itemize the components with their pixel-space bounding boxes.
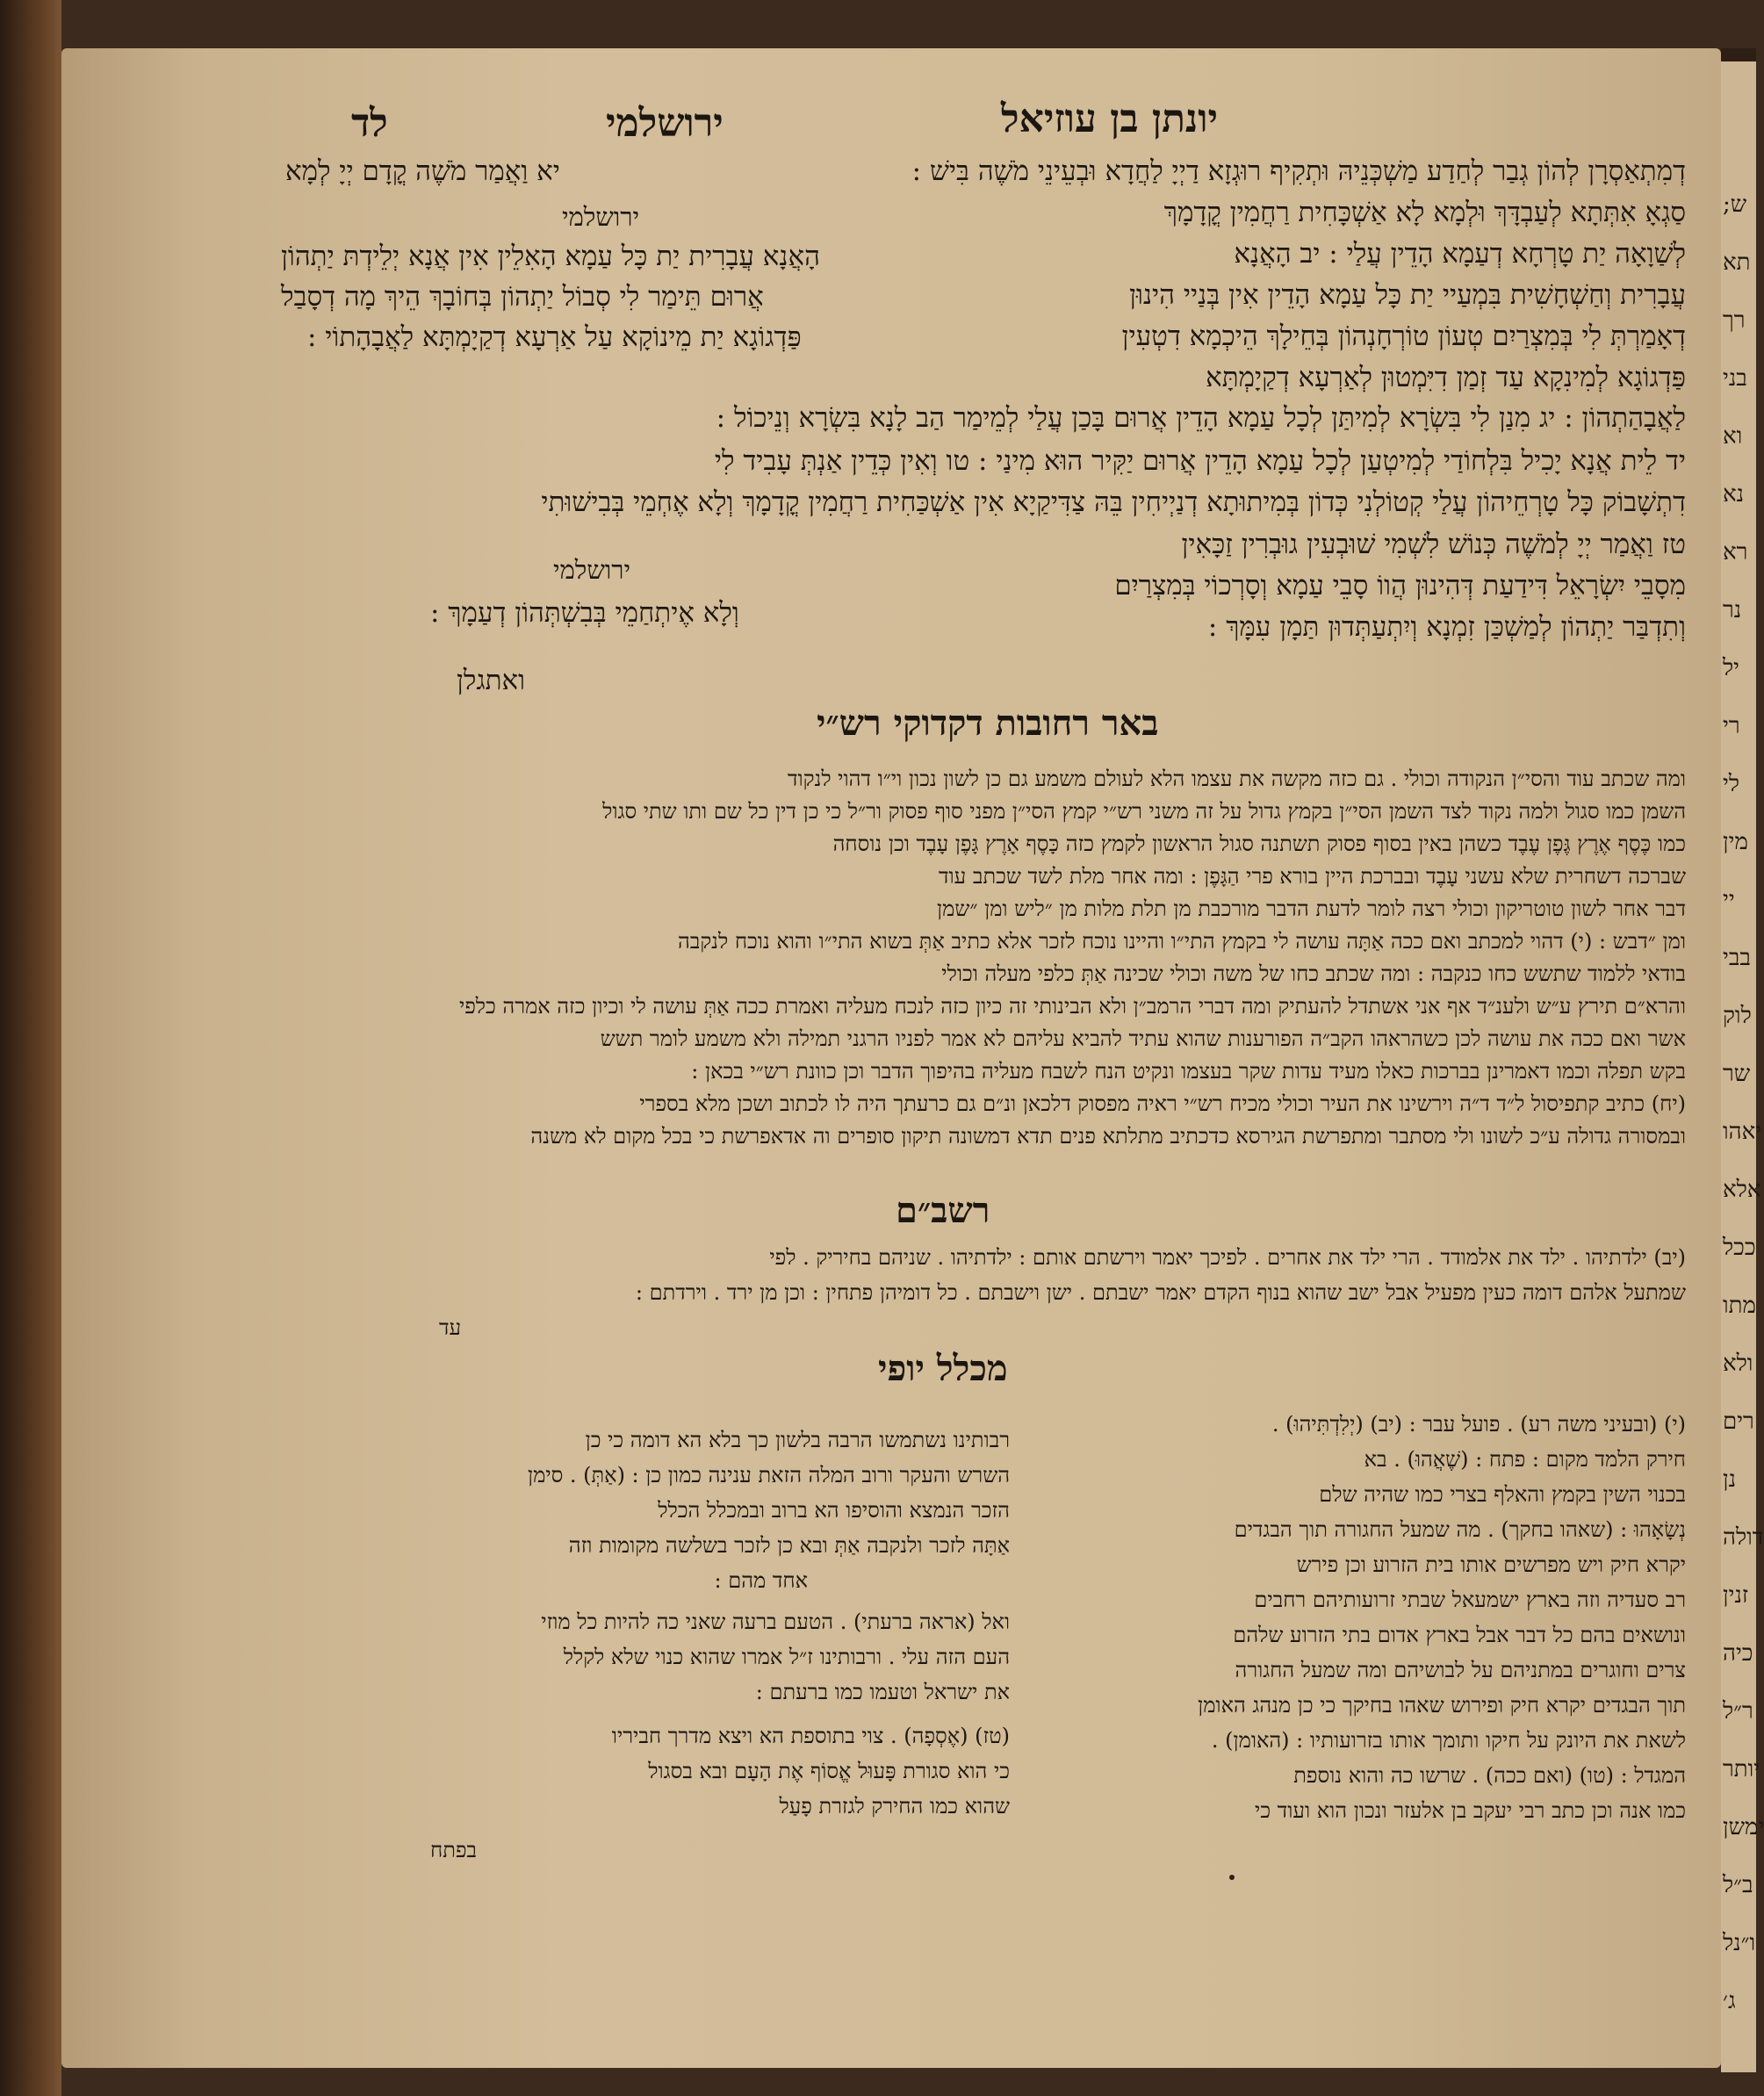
- next-page-fragment: ב״ל: [1723, 1872, 1753, 1898]
- next-page-fragment: מתו: [1723, 1293, 1756, 1319]
- targum-line-12: וְתִדְבַּר יַתְהוֹן לְמַשְׁכַּן זִמְנָא וְיִתְעַתְּדוּן תַּמָן עִמָּךְ :: [1207, 611, 1686, 643]
- targum-left-top: יא וַאֲמַר מֹשֶׁה קֳדָם יְיָ לְמָא: [285, 155, 560, 187]
- beer-line-11: (יח) כתיב קתפיסול ל״ד ד״ה וירשינו את העיר וכולי מכיח רש״י ראיה מפסוק דלכאן ונ״ם גם כרעתך היה לו לכתוב ושכן מלא בספרי: [639, 1091, 1686, 1116]
- michlal-right-10: לשאת את היונק על חיקו ותומך אותו בזרועותיו : (האומן) .: [1211, 1728, 1686, 1753]
- michlal-left-1: רבותינו נשתמשו הרבה בלשון כך בלא הא דומה כי כן: [585, 1428, 1010, 1452]
- michlal-right-9: תוך הבגדים יקרא חיק ופירוש שאהו בחיקך כי כן מנהג האומן: [1198, 1693, 1686, 1718]
- rashbam-line-2: שמתעל אלהם דומה כעין מפעיל אבל ישב שהוא בנוף הקדם יאמר ישבתם . ישן וישבתם . כל דומיהן פתחין : וכן מן ירד . וירדתם :: [635, 1280, 1686, 1305]
- michlal-right-11: המגדל : (טו) (ואם ככה) . שרשו כה והוא נוספת: [1293, 1763, 1686, 1788]
- michlal-left-3: הזכר הנמצא והוסיפו הא ברוב ובמכלל הכלל: [658, 1498, 1010, 1523]
- michlal-right-6: רב סעדיה וזה בארץ ישמעאל שבתי זרועותיהם רחבים: [1254, 1588, 1686, 1612]
- michlal-left-8: את ישראל וטעמו כמו ברעתם :: [755, 1680, 1010, 1704]
- next-page-fragment: ו״נל: [1723, 1930, 1756, 1956]
- next-page-fragment: בני: [1723, 365, 1747, 392]
- next-page-fragment: אלא: [1723, 1177, 1761, 1203]
- next-page-fragment: מין: [1723, 829, 1748, 855]
- beer-line-8: והרא״ם תירץ ע״ש ולענ״ד אף אני אשתדל להעתיק ומה דברי הרמב״ן ולא הבינותי זה כיון כזה לנכח מעליה ואמרת ככה אַתְּ עושה לי וכיון כזה אמרה כלפי: [458, 994, 1686, 1019]
- yerushalmi-label-1: ירושלמי: [562, 202, 640, 232]
- beer-title: באר רחובות דקדוקי רש״י: [817, 702, 1159, 744]
- michlal-right-5: יקרא חיק ויש מפרשים אותו בית הזרוע וכן פירש: [1296, 1552, 1686, 1577]
- beer-line-9: אשר ואם ככה את עושה לכן כשהראהו הקב״ה הפורענות שהוא עתיד להביא עליהם לא אמר לפניו הרגני תמילה ולא משמע לומר תשש: [600, 1026, 1686, 1051]
- next-page-fragment: זנין: [1723, 1582, 1749, 1609]
- michlal-title: מכלל יופי: [878, 1348, 1008, 1389]
- next-page-fragment: רי: [1723, 713, 1740, 739]
- michlal-right-4: נְשָׂאָהוּ : (שאהו בחקך) . מה שמעל החגורה תוך הבגדים: [1234, 1517, 1686, 1542]
- page-number: לד: [351, 101, 388, 146]
- yerushalmi-line-4: וְלָא אֶיתְחַמֵי בְּבִשְׁתְּהוֹן דְעַמָךְ :: [430, 597, 739, 629]
- beer-line-4: שברכה דשחרית שלא עשני עָבֶד ובברכת היין בורא פרי הַגָּפֶן : ומה אחר מלת לשד שכתב עוד: [939, 864, 1686, 889]
- next-page-fragment: נן: [1723, 1466, 1737, 1493]
- beer-line-7: בודאי ללמוד שתשש כחו כנקבה : ומה שכתב כחו של משה וכולי שכינה אַתְּ כלפי מעלה וכולי: [941, 962, 1686, 986]
- beer-line-1: ומה שכתב עוד והסי״ן הנקודה וכולי . גם כזה מקשה את עצמו הלא לעולם משמע גם כן לשון נכון וי״ו דהוי לנקוד: [787, 767, 1686, 791]
- next-page-fragment: יותר: [1723, 1756, 1760, 1783]
- next-page-fragment: יאהו: [1723, 1119, 1762, 1145]
- rashbam-catchword: עד: [439, 1315, 462, 1340]
- yerushalmi-label-2: ירושלמי: [553, 555, 631, 585]
- rashbam-line-1: (יב) ילדתיהו . ילד את אלמודד . הרי ילד את אחרים . לפיכך יאמר וירשתם אותם : ילדתיהו . שניהם בחיריק . לפי: [769, 1245, 1686, 1270]
- header-title: יונתן בן עוזיאל: [1001, 97, 1219, 141]
- targum-catchword: ואתגלן: [457, 665, 526, 696]
- next-page-fragment: רך: [1723, 307, 1746, 334]
- michlal-left-5: אחד מהם :: [714, 1568, 808, 1593]
- next-page-fragment: נר: [1723, 597, 1742, 623]
- targum-line-2: סַגְאָ אִתְּתָא לְעַבְדָּךְ וּלְמָא לָא אַשְׁכָּחִית רַחֲמִין קֳדָמָךְ: [1163, 197, 1686, 228]
- michlal-catchword: בפתח: [430, 1838, 477, 1862]
- next-page-fragment: ככל: [1723, 1235, 1756, 1261]
- beer-line-10: בקש תפלה וכמו דאמרינן בברכות כאלו מעיד עדות שקר בעצמו ונקיט הנח לשבח מעליה בהיפוך הדבר וכן כוונת רש״י בכאן :: [691, 1059, 1686, 1084]
- targum-line-9: דִתְשָׁבוֹק כָּל טָרְחֵיהוֹן עֲלַי קְטוֹלְנִי כְּדוֹן בְּמִיתוּתָא דְנַיְיחִין בֵּהּ צַדִּיקַיָא אִין אַשְׁכַּחִית רַחֲמִין קֳדָמָךְ וְלָא אֶחְמֵי בְּבִישׁוּתִי: [541, 486, 1686, 518]
- next-page-fragment: תא: [1723, 249, 1751, 276]
- next-page-edge: [1721, 61, 1764, 2072]
- beer-line-6: ומן ״דבש : (י) דהוי למכתב ואם ככה אַתָּה עושה לי בקמץ התי״ו והיינו נוכח לזכר אלא כתיב אַתְּ בשוא התי״ו והוא נוכח לנקבה: [677, 929, 1686, 954]
- beer-line-2: השמן כמו סגול ולמה נקוד לצד השמן הסי״ן בקמץ גדול על זה משני רש״י קמץ הסי״ן מפני סוף פסוק ור״ל כי כן דין כל שם ותו שתי סגול: [602, 799, 1686, 824]
- ink-dot: [1229, 1875, 1235, 1880]
- header-yerushalmi: ירושלמי: [606, 101, 724, 146]
- beer-line-3: כמו כֶּסֶף אֶרֶץ גֶּפֶן עֶבֶד כשהן באין בסוף פסוק תשתנה סגול הראשון לקמץ כזה כָּסֶף אָרֶץ גָּפֶן עָבֶד וכן נוסחה: [832, 832, 1686, 856]
- book-spine: [0, 0, 61, 2096]
- michlal-left-7: העם הזה עלי . ורבותינו ז״ל אמרו שהוא כנוי שלא לקלל: [563, 1645, 1010, 1669]
- michlal-right-12: כמו אנה וכן כתב רבי יעקב בן אלעזר ונכון הוא ועוד כי: [1255, 1798, 1686, 1823]
- targum-line-4: עֲבָרִית וְחַשְׁחָשִׁית בִּמְעַיי יַת כָּל עַמָא הָדֵין אִין בְּנַיי הִינוּן: [1129, 279, 1686, 311]
- michlal-right-7: ונושאים בהם כל דבר אבל בארץ אדום בתי הזרוע שלהם: [1233, 1623, 1686, 1647]
- michlal-left-4: אַתָּה לזכר ולנקבה אַתְּ ובא כן לזכר בשלשה מקומות וזה: [568, 1533, 1010, 1558]
- next-page-fragment: ולא: [1723, 1351, 1753, 1377]
- targum-line-7: לַאֲבָהַתְהוֹן : יג מִנַן לִי בִּשְׂרָא לְמִיתַּן לְכָל עַמָא הָדֵין אֲרוּם בָּכַן עֲלַי לְמֵימַר הַב לָנָא בִּשְׂרָא וְנֵיכוֹל :: [716, 402, 1686, 434]
- next-page-fragment: בבי: [1723, 945, 1751, 971]
- targum-line-8: יד לֵית אֲנָא יָכִיל בִּלְחוֹדַי לְמִיטְעַן לְכָל עַמָא הָדֵין אֲרוּם יַקִּיר הוּא מִינַי : טו וְאִין כְּדֵין אַנְתְּ עָבִיד לִי: [714, 445, 1686, 477]
- michlal-right-1: (י) (ובעיני משה רע) . פועל עבר : (יב) (יְלִדְתִּיהוּ) .: [1271, 1412, 1686, 1437]
- targum-line-10: טז וַאֲמַר יְיָ לְמֹשֶׁה כְּנוֹשׁ לִשְׁמִי שׁוּבְעִין גוּבְרִין זַכָּאִין: [1181, 529, 1686, 560]
- michlal-left-2: השרש והעקר ורוב המלה הזאת ענינה כמון כן : (אַתְּ) . סימן: [527, 1463, 1010, 1487]
- michlal-right-2: חירק הלמד מקום : פתח : (שֶׁאֲהוּ) . בא: [1364, 1447, 1686, 1472]
- targum-line-1: דְמִתְאַסְרָן לְהוֹן גְבַר לְחַדַע מַשְׁכְּנֵיהּ וּתְקִיף רוּגְזָא דַיְיָ לַחֲדָא וּבְעֵינֵי מֹשֶׁה בִּישׁ :: [911, 155, 1686, 187]
- targum-line-5: דְאָמַרְתְּ לִי בְּמִצְרַיִם טְעוֹן טוֹרְחָנְהוֹן בְּחֵילָךְ הֵיכְמָא דִטְעִין: [1121, 321, 1686, 352]
- michlal-left-6: ואל (אראה ברעתי) . הטעם ברעה שאני כה להיות כל מוזי: [541, 1610, 1010, 1634]
- michlal-left-11: שהוא כמו החירק לגזרת פָעַל: [779, 1794, 1010, 1819]
- beer-line-5: דבר אחר לשון טוטריקון וכולי רצה לומר לדעת הדבר מורכבת מן תלת מלות מן ״ליש ומן ״שמן: [937, 897, 1686, 921]
- next-page-fragment: וא: [1723, 423, 1743, 450]
- next-page-fragment: דולה: [1723, 1524, 1764, 1551]
- next-page-fragment: לי: [1723, 771, 1739, 797]
- michlal-left-9: (טז) (אֶסְפָה) . צוי בתוספת הא ויצא מדרך חביריו: [611, 1724, 1010, 1748]
- next-page-fragment: רא: [1723, 539, 1748, 565]
- next-page-fragment: ימשן: [1723, 1814, 1764, 1840]
- michlal-left-10: כי הוא סגורת פָּעוּל אֱסוֹף אֶת הָעָם ובא בסגול: [648, 1759, 1010, 1783]
- next-page-fragment: לוק: [1723, 1003, 1752, 1029]
- targum-line-3: לְשַׁוָאָה יַת טָרְחָא דְעַמָא הָדֵין עֲלַי : יב הָאֲנָא: [1234, 238, 1686, 270]
- next-page-fragment: ר״ל: [1723, 1698, 1753, 1725]
- next-page-fragment: יי: [1723, 887, 1735, 913]
- next-page-fragment: ג׳: [1723, 1988, 1736, 2014]
- next-page-fragment: ש;: [1723, 191, 1747, 218]
- targum-line-11: מִסָבֵי יִשְׂרָאֵל דִּידַעַת דְּהִינוּן הֲווֹ סָבֵי עַמָא וְסָרְכוֹי בְּמִצְרַיִם: [1114, 570, 1686, 601]
- next-page-fragment: רים: [1723, 1408, 1754, 1435]
- book-page: [61, 48, 1721, 2068]
- next-page-fragment: נא: [1723, 481, 1745, 508]
- michlal-right-8: צרים וחוגרים במתניהם על לבושיהם ומה שמעל החגורה: [1235, 1658, 1686, 1682]
- beer-line-12: ובמסורה גדולה ע״כ לשונו ולי מסתבר ומתפרשת הגירסא כדכתיב מתלתא פנים תדא דמשונה תיקון סופרים וה אדאפרשת כי בכל מקום לא משנה: [530, 1124, 1686, 1149]
- yerushalmi-line-1: הָאֲנָא עֲבָרִית יַת כָּל עַמָא הָאִלֵין אִין אֲנָא יְלֵידְתּ יַתְהוֹן: [281, 241, 820, 272]
- next-page-fragment: כיה: [1723, 1640, 1753, 1667]
- rashbam-title: רשב״ם: [896, 1190, 990, 1231]
- yerushalmi-line-3: פַּדְגוֹגָא יַת מֵינוֹקָא עַל אַרְעָא דְקַיָמְתָּא לַאֲבָהָתוֹי :: [307, 321, 802, 353]
- next-page-fragment: יל: [1723, 655, 1739, 681]
- targum-line-6: פַּדְגוֹגָא לְמִינִקָא עַד זְמַן דִיִּמְטוּן לְאַרְעָא דְקַיָמְתָּא: [1206, 362, 1686, 393]
- michlal-right-3: בכנוי השין בקמץ והאלף בצרי כמו שהיה שלם: [1319, 1482, 1686, 1507]
- next-page-fragment: שר: [1723, 1061, 1751, 1087]
- yerushalmi-line-2: אֲרוּם תֵּימַר לִי סְבוֹל יַתְהוֹן בְּחוֹבָךְ הֵיךְ מָה דְסָבַל: [281, 281, 764, 313]
